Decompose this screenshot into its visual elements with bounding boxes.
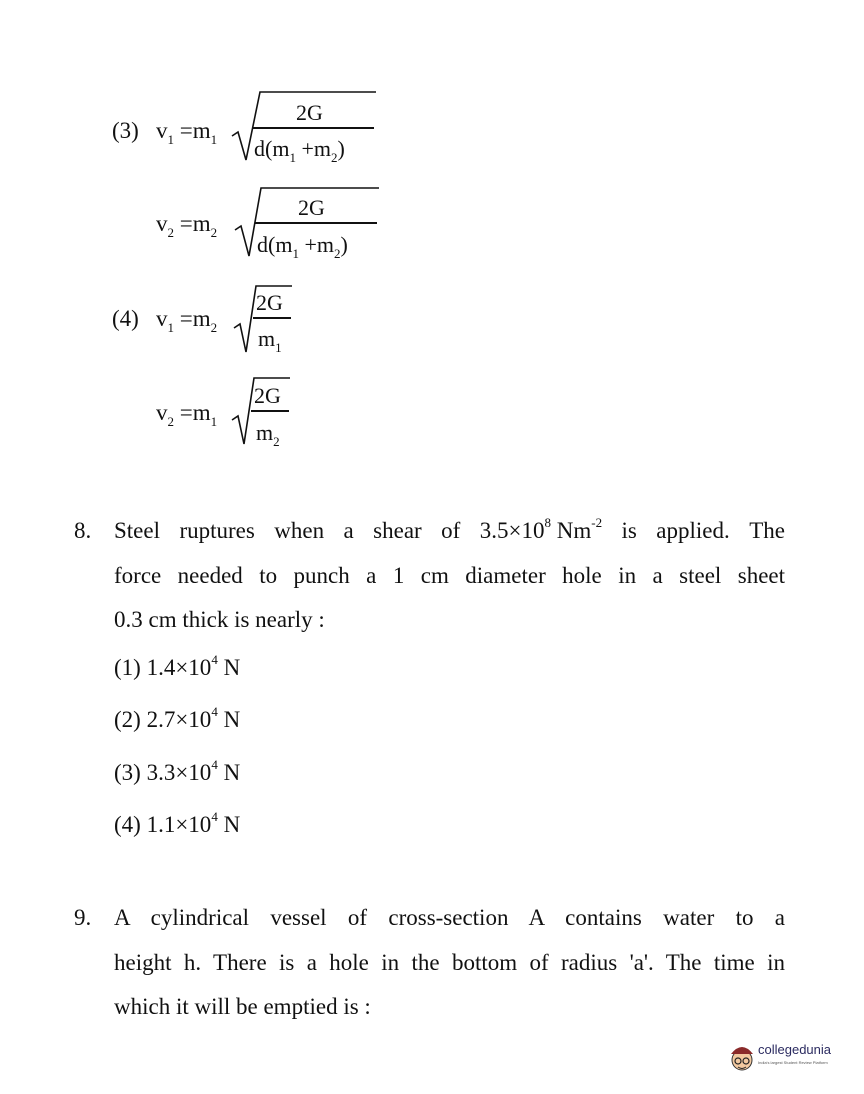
option-3-label: (3) (112, 118, 139, 143)
fraction-bar (253, 317, 291, 319)
option-3-v1-numerator: 2G (296, 100, 323, 125)
option-4-v2-denominator: $m_2$ (256, 420, 280, 449)
option-3-v1-lhs: $v_1 =m_1$ (156, 118, 218, 147)
fraction-bar (255, 222, 377, 224)
question-8-number: 8. (74, 518, 92, 543)
option-3-v1-denominator: $d(m_1 +m_2)$ (254, 136, 345, 165)
question-8-line-1: Steel ruptures when a shear of $3.5\times 10^8$ $Nm^{-2}$ is applied. The (114, 515, 785, 543)
question-8-option-1: (1) $1.4\times 10^4$ N (114, 652, 241, 680)
option-3-v2-denominator: $d(m_1 +m_2)$ (257, 232, 348, 261)
option-4-v2-numerator: 2G (254, 383, 281, 408)
logo-tagline: India's largest Student Review Platform (758, 1060, 828, 1065)
question-9-number: 9. (74, 905, 92, 930)
question-9-line-2: height h. There is a hole in the bottom of radius 'a'. The time in (114, 950, 785, 975)
fraction-bar (252, 127, 374, 129)
question-9-line-1: A cylindrical vessel of cross-section A contains water to a (114, 905, 785, 930)
mascot-icon (728, 1040, 756, 1076)
option-4-v1-numerator: 2G (256, 290, 283, 315)
fraction-bar (251, 410, 289, 412)
option-4-label: (4) (112, 306, 139, 331)
collegedunia-logo (728, 1038, 850, 1078)
question-9-line-3: which it will be emptied is : (114, 994, 371, 1019)
question-8-line-2: force needed to punch a 1 cm diameter hole in a steel sheet (114, 563, 785, 588)
option-3-v2-numerator: 2G (298, 195, 325, 220)
question-8-option-3: (3) $3.3\times 10^4$ N (114, 757, 241, 785)
logo-name: collegedunia (758, 1042, 832, 1057)
option-3-v2-lhs: $v_2 =m_2$ (156, 211, 218, 240)
option-4-v2-lhs: $v_2 =m_1$ (156, 400, 218, 429)
question-8-option-2: (2) $2.7\times 10^4$ N (114, 704, 241, 732)
option-4-v1-denominator: $m_1$ (258, 326, 282, 355)
option-4-v1-lhs: $v_1 =m_2$ (156, 306, 218, 335)
question-8-option-4: (4) $1.1\times 10^4$ N (114, 809, 241, 837)
question-8-line-3: 0.3 cm thick is nearly : (114, 607, 325, 632)
